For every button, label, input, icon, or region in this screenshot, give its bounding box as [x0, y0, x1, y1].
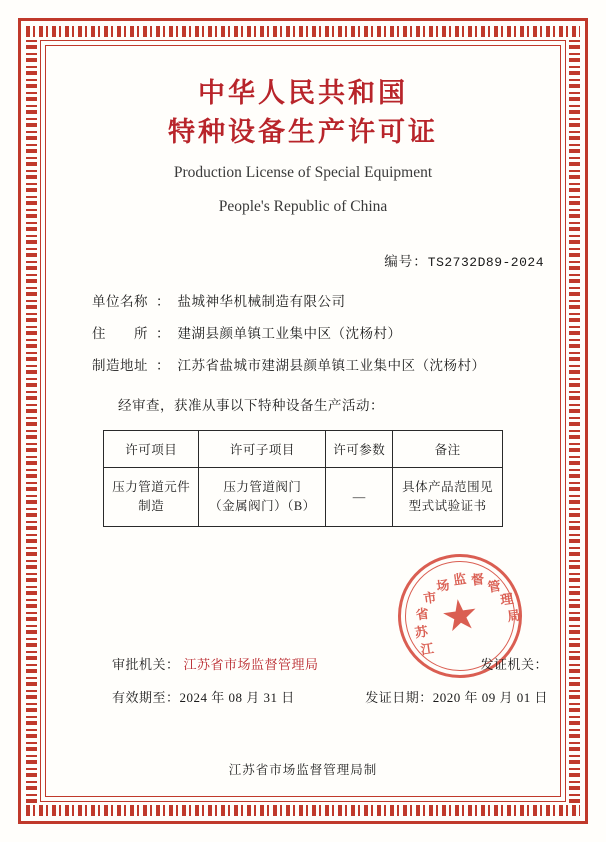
table-header-row: [104, 430, 503, 467]
table-row: [104, 467, 503, 526]
serial-number-label: 编号：: [384, 253, 428, 269]
seal-char: 场: [435, 577, 451, 594]
table-cell-item: [104, 467, 199, 526]
table-header-parameter: 许可参数: [326, 430, 393, 467]
serial-number-value: TS2732D89-2024: [427, 254, 544, 270]
table-header-remark: 备注: [393, 430, 503, 467]
issue-date-group: [365, 687, 548, 706]
seal-char: 督: [470, 571, 486, 588]
approval-authority-label: 审批机关：: [112, 657, 180, 672]
info-fields: [56, 290, 550, 374]
validity-value: 2024 年 08 月 31 日: [179, 690, 295, 705]
approval-authority-value: 江苏省市场监督管理局: [183, 657, 319, 672]
field-sep-company: ：: [156, 293, 170, 309]
license-table-head: [104, 430, 503, 467]
title-chinese-line1: 中华人民共和国: [198, 78, 408, 108]
issue-date-value: 2020 年 09 月 01 日: [432, 690, 548, 705]
title-english-line1: Production License of Special Equipment: [173, 164, 433, 182]
table-cell-remark-line2: 型式试验证书: [408, 498, 487, 513]
field-value-manufacturing-address: 江苏省盐城市建湖县颜单镇工业集中区（沈杨村）: [177, 357, 486, 373]
seal-char: 苏: [413, 623, 429, 641]
field-value-residence: 建湖县颜单镇工业集中区（沈杨村）: [177, 325, 402, 341]
footer-issuer: 江苏省市场监督管理局制: [228, 763, 378, 777]
title-block: [56, 74, 550, 220]
signature-area: [56, 654, 550, 720]
title-chinese-line2: 特种设备生产许可证: [168, 117, 438, 148]
certificate-content: [56, 56, 550, 786]
field-value-company: 盐城神华机械制造有限公司: [177, 293, 346, 309]
license-table-body: [104, 467, 503, 526]
table-cell-subitem: [199, 467, 326, 526]
issuing-authority-label: 发证机关：: [480, 657, 548, 672]
field-sep-residence: ：: [156, 325, 170, 341]
table-header-item: 许可项目: [104, 430, 199, 467]
table-cell-subitem-line1: 压力管道阀门: [223, 480, 302, 495]
seal-char: 市: [422, 589, 438, 607]
table-cell-remark: [393, 467, 503, 526]
field-sep-manufacturing-address: ：: [156, 357, 170, 373]
table-cell-item-line2: 制造: [138, 498, 165, 513]
field-row-residence: [56, 322, 550, 342]
field-row-manufacturing-address: [56, 354, 550, 374]
field-label-manufacturing-address: 制造地址: [92, 357, 148, 373]
field-label-residence: 住 所: [92, 325, 148, 341]
table-cell-subitem-line2: （金属阀门）（B）: [209, 498, 316, 513]
approval-authority-row: [56, 654, 550, 673]
seal-char: 省: [414, 605, 430, 623]
validity-row: [56, 687, 550, 706]
license-scope-table: [103, 430, 503, 527]
seal-char: 管: [486, 578, 502, 595]
seal-char: 监: [452, 570, 468, 588]
issue-date-label: 发证日期：: [365, 690, 433, 705]
table-header-subitem: 许可子项目: [199, 430, 326, 467]
table-cell-parameter: —: [326, 467, 393, 526]
validity-label: 有效期至：: [112, 690, 180, 705]
seal-char: 局: [506, 607, 522, 625]
table-cell-remark-line1: 具体产品范围见: [402, 480, 494, 495]
serial-number-row: [56, 250, 550, 270]
field-label-company: 单位名称: [92, 293, 148, 309]
table-cell-item-line1: 压力管道元件: [112, 480, 191, 495]
seal-char: 理: [499, 590, 515, 608]
seal-char: 江: [419, 640, 435, 658]
title-english-line2: People's Republic of China: [218, 198, 388, 216]
field-row-company: [56, 290, 550, 310]
approval-statement: 经审查，获准从事以下特种设备生产活动：: [118, 397, 384, 413]
